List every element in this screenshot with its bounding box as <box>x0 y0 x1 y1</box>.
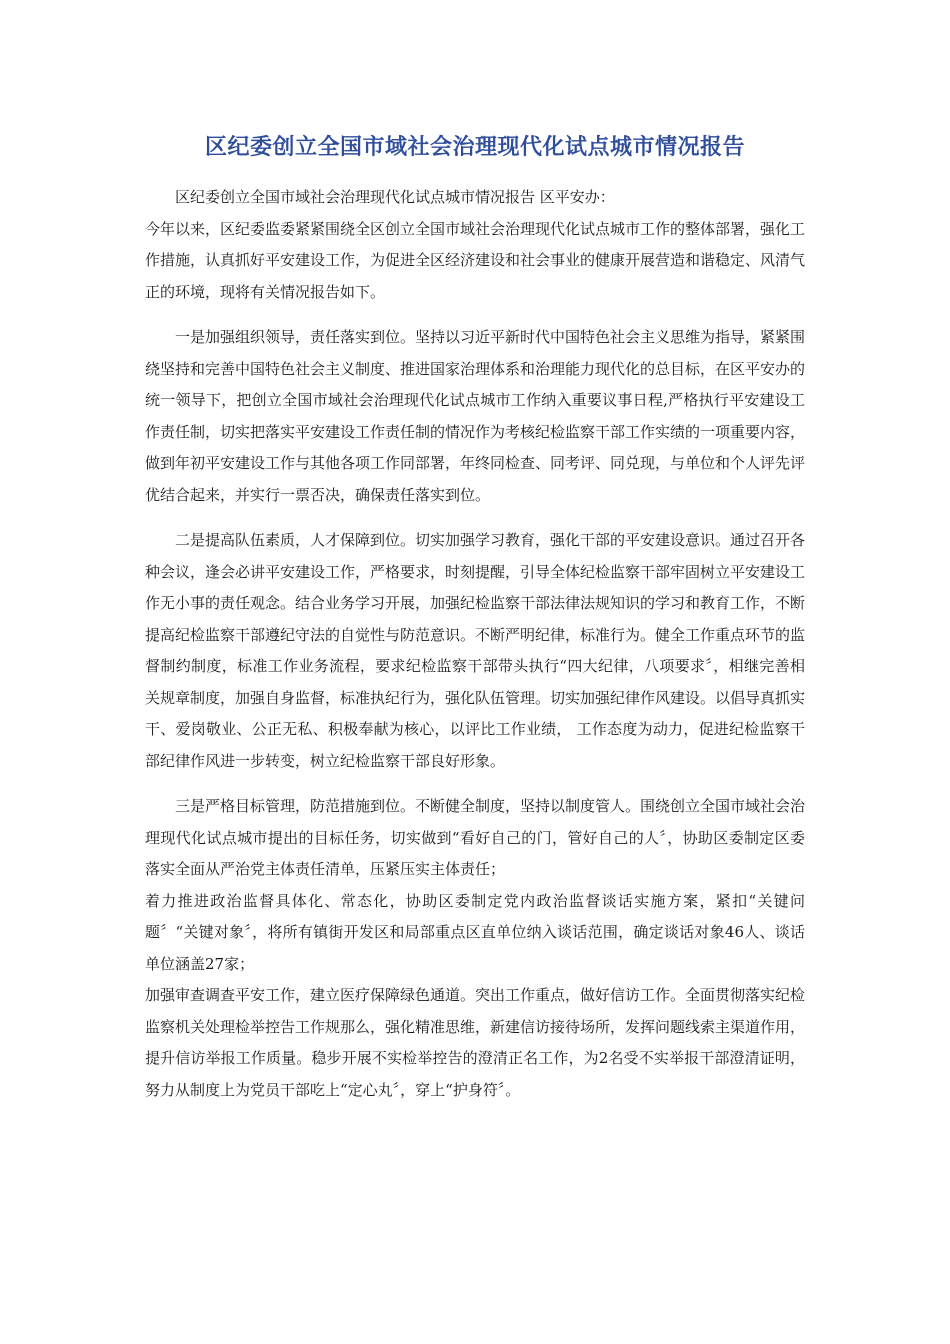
document-title: 区纪委创立全国市域社会治理现代化试点城市情况报告 <box>204 135 745 160</box>
paragraph-heading-line: 区纪委创立全国市域社会治理现代化试点城市情况报告 区平安办： <box>175 188 615 206</box>
paragraph-intro: 今年以来，区纪委监委紧紧围绕全区创立全国市域社会治理现代化试点城市工作的整体部署，强化工作措施，认真抓好平安建设工作，为促进全区经济建设和社会事业的健康开展营造和谐稳定、风清气正的环境，现将有关情况报告如下。 <box>145 219 806 301</box>
paragraph-target-management: 三是严格目标管理，防范措施到位。不断健全制度，坚持以制度管人。围绕创立全国市域社会治理现代化试点城市提出的目标任务，切实做到“看好自己的门，管好自己的人〞，协助区委制定区委落实全面从严治党主体责任清单，压紧压实主体责任； <box>145 797 806 878</box>
paragraph-organization: 一是加强组织领导，责任落实到位。坚持以习近平新时代中国特色社会主义思维为指导，紧紧围绕坚持和完善中国特色社会主义制度、推进国家治理体系和治理能力现代化的总目标，在区平安办的统一领导下，把创立全国市域社会治理现代化试点城市工作纳入重要议事日程,严格执行平安建设工作责任制，切实把落实平安建设工作责任制的情况作为考核纪检监察干部工作实绩的一项重要内容，做到年初平安建设工作与其他各项工作同部署，年终同检查、同考评、同兑现，与单位和个人评先评优结合起来，并实行一票否决，确保责任落实到位。 <box>145 328 806 504</box>
paragraph-political-supervision: 着力推进政治监督具体化、常态化，协助区委制定党内政治监督谈话实施方案，紧扣“关键问题〞“关键对象〞，将所有镇街开发区和局部重点区直单位纳入谈话范围，确定谈话对象46人、谈话单位涵盖27家； <box>145 891 805 973</box>
paragraph-petition-work: 加强审查调查平安工作，建立医疗保障绿色通道。突出工作重点，做好信访工作。全面贯彻落实纪检监察机关处理检举控告工作规那么，强化精准思维，新建信访接待场所，发挥问题线索主渠道作用，提升信访举报工作质量。稳步开展不实检举控告的澄清正名工作，为2名受不实举报干部澄清证明，努力从制度上为党员干部吃上“定心丸〞，穿上“护身符〞。 <box>145 986 806 1099</box>
paragraph-team-quality: 二是提高队伍素质，人才保障到位。切实加强学习教育，强化干部的平安建设意识。通过召开各种会议，逢会必讲平安建设工作，严格要求，时刻提醒，引导全体纪检监察干部牢固树立平安建设工作无小事的责任观念。结合业务学习开展，加强纪检监察干部法律法规知识的学习和教育工作，不断提高纪检监察干部遵纪守法的自觉性与防范意识。不断严明纪律，标准行为。健全工作重点环节的监督制约制度，标准工作业务流程，要求纪检监察干部带头执行“四大纪律，八项要求〞，相继完善相关规章制度，加强自身监督，标准执纪行为，强化队伍管理。切实加强纪律作风建设。以倡导真抓实干、爱岗敬业、公正无私、积极奉献为核心，以评比工作业绩， 工作态度为动力，促进纪检监察干部纪律作风进一步转变，树立纪检监察干部良好形象。 <box>145 531 806 770</box>
document-body <box>145 182 805 1106</box>
